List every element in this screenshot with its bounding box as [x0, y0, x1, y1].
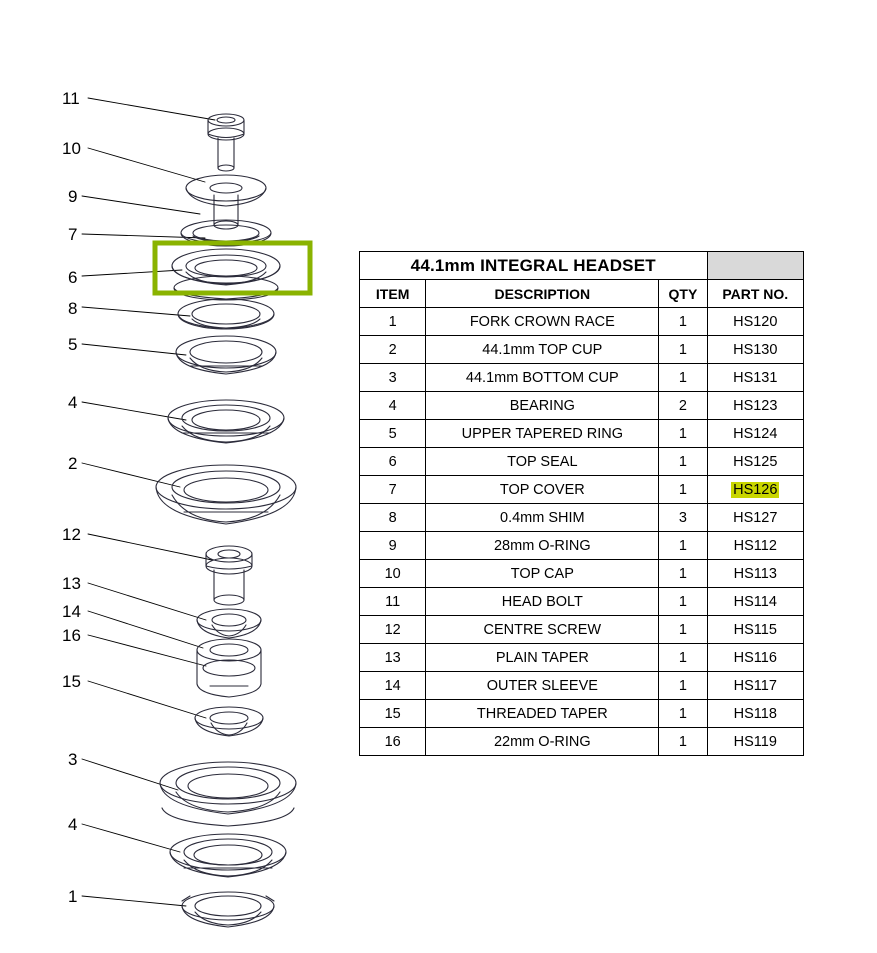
parts-table [359, 251, 804, 756]
callout-12: 12 [62, 525, 81, 544]
cell-qty: 1 [659, 420, 707, 448]
cell-description: TOP SEAL [426, 448, 659, 476]
table-row [360, 420, 804, 448]
cell-part-no: HS123 [707, 392, 803, 420]
cell-description: OUTER SLEEVE [426, 672, 659, 700]
cell-description: 28mm O-RING [426, 532, 659, 560]
cell-part-no: HS124 [707, 420, 803, 448]
table-row [360, 588, 804, 616]
callout-9: 9 [68, 187, 78, 206]
cell-description: TOP COVER [426, 476, 659, 504]
callout-1: 1 [68, 887, 78, 906]
cell-item: 12 [360, 616, 426, 644]
cell-item: 13 [360, 644, 426, 672]
callout-10: 10 [62, 139, 81, 158]
table-row [360, 392, 804, 420]
cell-part-no: HS118 [707, 700, 803, 728]
callout-7: 7 [68, 225, 78, 244]
cell-item: 5 [360, 420, 426, 448]
callout-3: 3 [68, 750, 78, 769]
table-row [360, 364, 804, 392]
cell-item: 1 [360, 308, 426, 336]
cell-qty: 1 [659, 588, 707, 616]
part-no-highlight: HS126 [733, 481, 778, 498]
cell-item: 15 [360, 700, 426, 728]
cell-part-no: HS116 [707, 644, 803, 672]
cell-description: BEARING [426, 392, 659, 420]
headset-parts-drawing [0, 0, 360, 953]
header-item: ITEM [360, 280, 426, 308]
cell-description: 0.4mm SHIM [426, 504, 659, 532]
cell-description: PLAIN TAPER [426, 644, 659, 672]
cell-part-no: HS125 [707, 448, 803, 476]
table-row [360, 560, 804, 588]
cell-description: UPPER TAPERED RING [426, 420, 659, 448]
cell-description: 44.1mm TOP CUP [426, 336, 659, 364]
cell-description: 22mm O-RING [426, 728, 659, 756]
cell-description: TOP CAP [426, 560, 659, 588]
cell-item: 11 [360, 588, 426, 616]
cell-part-no: HS117 [707, 672, 803, 700]
cell-qty: 1 [659, 644, 707, 672]
table-row [360, 504, 804, 532]
cell-description: CENTRE SCREW [426, 616, 659, 644]
cell-item: 7 [360, 476, 426, 504]
table-row [360, 728, 804, 756]
callout-5: 5 [68, 335, 78, 354]
callout-8: 8 [68, 299, 78, 318]
cell-item: 8 [360, 504, 426, 532]
cell-qty: 1 [659, 364, 707, 392]
cell-qty: 2 [659, 392, 707, 420]
table-row [360, 616, 804, 644]
table-header-row [360, 280, 804, 308]
table-title-row [360, 252, 804, 280]
table-row [360, 308, 804, 336]
cell-part-no: HS114 [707, 588, 803, 616]
cell-qty: 1 [659, 560, 707, 588]
table-row [360, 672, 804, 700]
cell-qty: 1 [659, 476, 707, 504]
header-description: DESCRIPTION [426, 280, 659, 308]
cell-item: 9 [360, 532, 426, 560]
cell-qty: 1 [659, 448, 707, 476]
cell-part-no: HS127 [707, 504, 803, 532]
cell-part-no: HS120 [707, 308, 803, 336]
cell-description: 44.1mm BOTTOM CUP [426, 364, 659, 392]
cell-qty: 1 [659, 532, 707, 560]
callout-15: 15 [62, 672, 81, 691]
table-row [360, 532, 804, 560]
cell-item: 2 [360, 336, 426, 364]
cell-description: HEAD BOLT [426, 588, 659, 616]
table-title: 44.1mm INTEGRAL HEADSET [360, 252, 708, 280]
cell-item: 4 [360, 392, 426, 420]
callout-2: 2 [68, 454, 78, 473]
cell-description: THREADED TAPER [426, 700, 659, 728]
table-row [360, 448, 804, 476]
cell-item: 10 [360, 560, 426, 588]
cell-qty: 1 [659, 616, 707, 644]
cell-qty: 1 [659, 336, 707, 364]
cell-item: 16 [360, 728, 426, 756]
cell-part-no [707, 476, 803, 504]
cell-part-no: HS130 [707, 336, 803, 364]
cell-qty: 1 [659, 308, 707, 336]
cell-description: FORK CROWN RACE [426, 308, 659, 336]
highlight-box [155, 243, 310, 293]
cell-qty: 3 [659, 504, 707, 532]
table-row [360, 700, 804, 728]
callout-14: 14 [62, 602, 81, 621]
cell-item: 3 [360, 364, 426, 392]
callout-16: 16 [62, 626, 81, 645]
cell-qty: 1 [659, 728, 707, 756]
callout-4-lower: 4 [68, 815, 78, 834]
header-part-no: PART NO. [707, 280, 803, 308]
cell-qty: 1 [659, 672, 707, 700]
exploded-diagram [0, 0, 360, 953]
cell-part-no: HS113 [707, 560, 803, 588]
cell-part-no: HS119 [707, 728, 803, 756]
cell-item: 14 [360, 672, 426, 700]
callout-13: 13 [62, 574, 81, 593]
header-qty: QTY [659, 280, 707, 308]
callout-4-upper: 4 [68, 393, 78, 412]
cell-qty: 1 [659, 700, 707, 728]
cell-part-no: HS131 [707, 364, 803, 392]
table-row [360, 476, 804, 504]
callout-11: 11 [62, 89, 80, 108]
callout-6: 6 [68, 268, 78, 287]
table-row [360, 644, 804, 672]
cell-part-no: HS112 [707, 532, 803, 560]
cell-part-no: HS115 [707, 616, 803, 644]
table-row [360, 336, 804, 364]
table-title-spacer [707, 252, 803, 280]
cell-item: 6 [360, 448, 426, 476]
parts-table-body [360, 308, 804, 756]
